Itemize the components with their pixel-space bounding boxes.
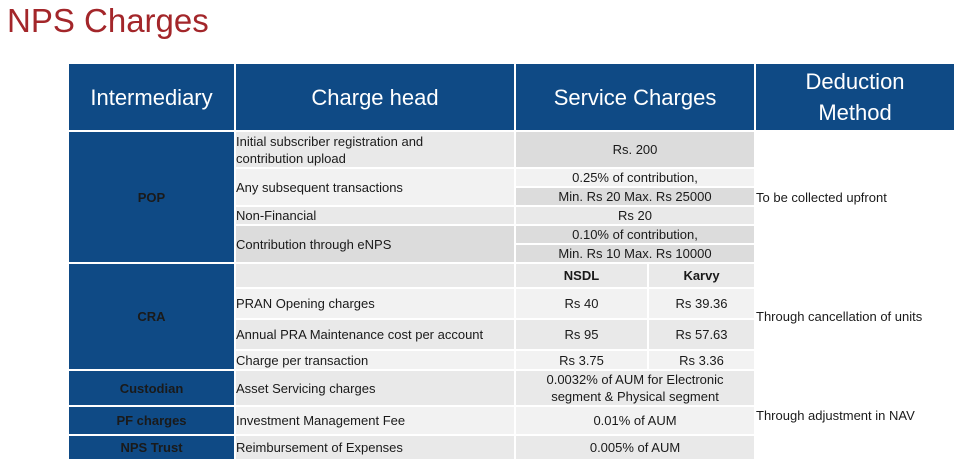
header-service-charges: Service Charges [515,63,755,131]
subheader-nsdl: NSDL [515,263,648,288]
nps-charges-table [67,62,956,461]
service-charge-cell: 0.005% of AUM [515,435,755,460]
charge-head-cell: Any subsequent transactions [235,168,515,206]
header-charge-head: Charge head [235,63,515,131]
entity-cra: CRA [68,263,235,370]
header-deduction-method [755,63,955,131]
service-charge-cell [515,225,755,263]
karvy-charge-cell: Rs 57.63 [648,319,755,350]
charge-head-cell: Annual PRA Maintenance cost per account [235,319,515,350]
nsdl-charge-cell: Rs 95 [515,319,648,350]
nsdl-charge-cell: Rs 3.75 [515,350,648,370]
charge-head-cell: Non-Financial [235,206,515,225]
service-charge-line2: Min. Rs 20 Max. Rs 25000 [516,186,754,205]
page-title: NPS Charges [7,2,209,39]
service-charge-line1: 0.0032% of AUM for Electronic [546,372,724,387]
charge-head-line1: Initial subscriber registration and [236,133,424,149]
charge-head-cell [235,131,515,168]
entity-custodian: Custodian [68,370,235,406]
service-charge-line2: Min. Rs 10 Max. Rs 10000 [516,243,754,262]
service-charge-cell: Rs. 200 [515,131,755,168]
service-charge-cell [515,370,755,406]
charge-head-cell: Reimbursement of Expenses [235,435,515,460]
entity-pf-charges: PF charges [68,406,235,435]
charge-head-cell: Charge per transaction [235,350,515,370]
deduction-method-pop: To be collected upfront [755,131,955,263]
service-charge-line1: 0.25% of contribution, [572,170,698,185]
deduction-method-nav: Through adjustment in NAV [755,370,955,460]
charge-head-cell [235,263,515,288]
deduction-method-cra: Through cancellation of units [755,263,955,370]
service-charge-line1: 0.10% of contribution, [572,227,698,242]
nsdl-charge-cell: Rs 40 [515,288,648,319]
karvy-charge-cell: Rs 3.36 [648,350,755,370]
charge-head-line2: contribution upload [236,150,346,166]
header-deduction-line2: Method [818,100,892,125]
header-intermediary: Intermediary [68,63,235,131]
service-charge-cell: Rs 20 [515,206,755,225]
service-charge-cell [515,168,755,206]
charge-head-cell: Contribution through eNPS [235,225,515,263]
entity-nps-trust: NPS Trust [68,435,235,460]
service-charge-cell: 0.01% of AUM [515,406,755,435]
subheader-karvy: Karvy [648,263,755,288]
charge-head-cell: Investment Management Fee [235,406,515,435]
charge-head-cell: Asset Servicing charges [235,370,515,406]
karvy-charge-cell: Rs 39.36 [648,288,755,319]
entity-pop: POP [68,131,235,263]
service-charge-line2: segment & Physical segment [551,389,719,404]
charge-head-cell: PRAN Opening charges [235,288,515,319]
header-deduction-line1: Deduction [805,69,905,94]
